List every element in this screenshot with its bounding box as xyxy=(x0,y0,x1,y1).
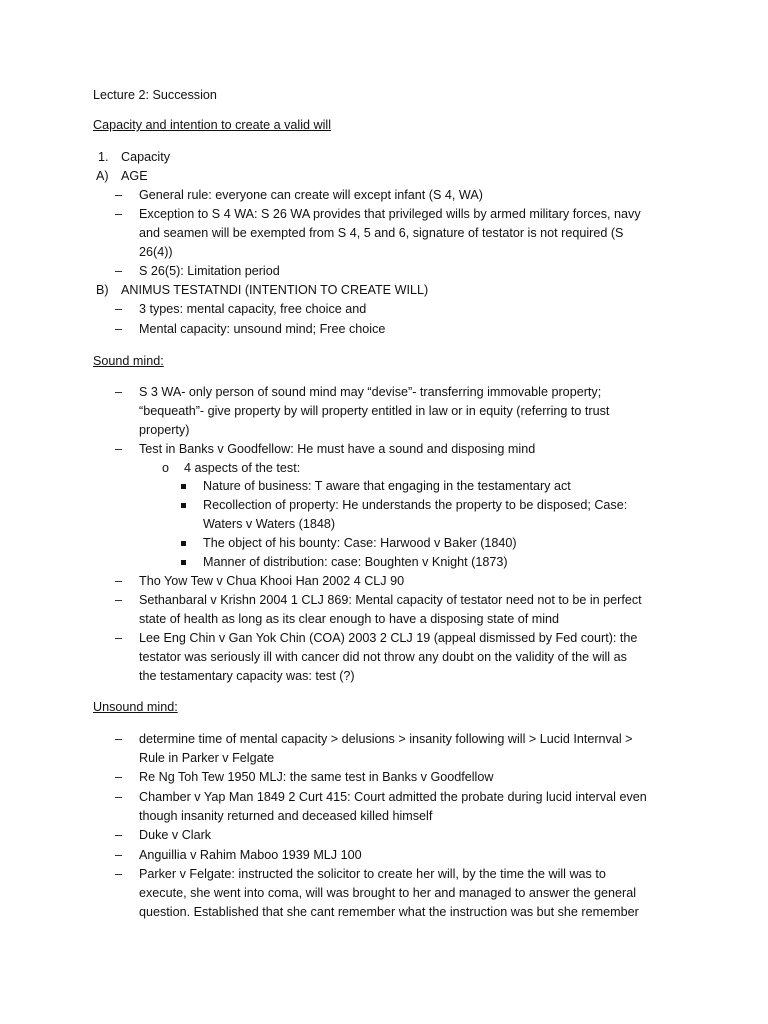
dash-bullet-icon: – xyxy=(115,442,123,456)
lecture-title: Lecture 2: Succession xyxy=(93,88,217,102)
list-item-line: determine time of mental capacity > delusions > insanity following will > Lucid Internval > xyxy=(139,732,633,746)
list-item-line: Waters v Waters (1848) xyxy=(203,517,336,531)
list-item-line: Parker v Felgate: instructed the solicitor to create her will, by the time the will was to xyxy=(139,867,606,881)
dash-bullet-icon: – xyxy=(115,207,123,221)
dash-bullet-icon: – xyxy=(115,790,123,804)
list-item-line: Exception to S 4 WA: S 26 WA provides that privileged wills by armed military forces, navy xyxy=(139,207,641,221)
list-item-line: property) xyxy=(139,423,190,437)
list-item-line: Test in Banks v Goodfellow: He must have a sound and disposing mind xyxy=(139,442,536,456)
square-bullet-icon xyxy=(181,560,186,565)
list-item-line: 3 types: mental capacity, free choice and xyxy=(139,302,367,316)
dash-bullet-icon: – xyxy=(115,867,123,881)
list-item-line: General rule: everyone can create will except infant (S 4, WA) xyxy=(139,188,483,202)
list-item-line: Tho Yow Tew v Chua Khooi Han 2002 4 CLJ 90 xyxy=(139,574,405,588)
list-item-line: “bequeath”- give property by will property entitled in law or in equity (referring to trust xyxy=(139,404,610,418)
dash-bullet-icon: – xyxy=(115,574,123,588)
capacity-label: Capacity xyxy=(121,150,170,164)
list-item-line: Anguillia v Rahim Maboo 1939 MLJ 100 xyxy=(139,848,362,862)
unsound-mind-heading: Unsound mind: xyxy=(93,700,178,714)
list-item-line: Rule in Parker v Felgate xyxy=(139,751,275,765)
list-item-line: testator was seriously ill with cancer did not throw any doubt on the validity of the will as xyxy=(139,650,627,664)
list-item-line: Re Ng Toh Tew 1950 MLJ: the same test in Banks v Goodfellow xyxy=(139,770,494,784)
list-item-line: the testamentary capacity was: test (?) xyxy=(139,669,355,683)
list-item-line: The object of his bounty: Case: Harwood v Baker (1840) xyxy=(203,536,517,550)
list-item-line: state of health as long as its clear enough to have a disposing state of mind xyxy=(139,612,560,626)
list-item-line: question. Established that she cant remember what the instruction was but she remember xyxy=(139,905,639,919)
animus-label: ANIMUS TESTATNDI (INTENTION TO CREATE WILL) xyxy=(121,283,429,297)
square-bullet-icon xyxy=(181,541,186,546)
dash-bullet-icon: – xyxy=(115,264,123,278)
dash-bullet-icon: – xyxy=(115,593,123,607)
dash-bullet-icon: – xyxy=(115,732,123,746)
dash-bullet-icon: – xyxy=(115,770,123,784)
animus-marker: B) xyxy=(96,283,109,297)
list-item-line: Sethanbaral v Krishn 2004 1 CLJ 869: Mental capacity of testator need not to be in perfect xyxy=(139,593,642,607)
list-item-line: though insanity returned and deceased killed himself xyxy=(139,809,433,823)
dash-bullet-icon: – xyxy=(115,188,123,202)
aspects-label: 4 aspects of the test: xyxy=(184,461,301,475)
list-item-line: Chamber v Yap Man 1849 2 Curt 415: Court admitted the probate during lucid interval even xyxy=(139,790,647,804)
list-item-line: S 3 WA- only person of sound mind may “devise”- transferring immovable property; xyxy=(139,385,602,399)
age-marker: A) xyxy=(96,169,109,183)
square-bullet-icon xyxy=(181,503,186,508)
list-item-line: Duke v Clark xyxy=(139,828,212,842)
square-bullet-icon xyxy=(181,484,186,489)
list-item-line: execute, she went into coma, will was brought to her and managed to answer the general xyxy=(139,886,637,900)
list-item-line: Recollection of property: He understands the property to be disposed; Case: xyxy=(203,498,628,512)
dash-bullet-icon: – xyxy=(115,848,123,862)
list-item-line: Nature of business: T aware that engaging in the testamentary act xyxy=(203,479,571,493)
list-item-line: Lee Eng Chin v Gan Yok Chin (COA) 2003 2 CLJ 19 (appeal dismissed by Fed court): the xyxy=(139,631,638,645)
dash-bullet-icon: – xyxy=(115,322,123,336)
dash-bullet-icon: – xyxy=(115,828,123,842)
dash-bullet-icon: – xyxy=(115,385,123,399)
list-item-line: Mental capacity: unsound mind; Free choice xyxy=(139,322,386,336)
dash-bullet-icon: – xyxy=(115,302,123,316)
sound-mind-heading: Sound mind: xyxy=(93,354,164,368)
sub-bullet-marker: o xyxy=(162,461,170,475)
list-item-line: Manner of distribution: case: Boughten v Knight (1873) xyxy=(203,555,508,569)
list-number: 1. xyxy=(98,150,109,164)
section-heading: Capacity and intention to create a valid will xyxy=(93,118,332,132)
dash-bullet-icon: – xyxy=(115,631,123,645)
list-item-line: and seamen will be exempted from S 4, 5 and 6, signature of testator is not required (S xyxy=(139,226,624,240)
list-item-line: 26(4)) xyxy=(139,245,173,259)
age-label: AGE xyxy=(121,169,148,183)
list-item-line: S 26(5): Limitation period xyxy=(139,264,280,278)
